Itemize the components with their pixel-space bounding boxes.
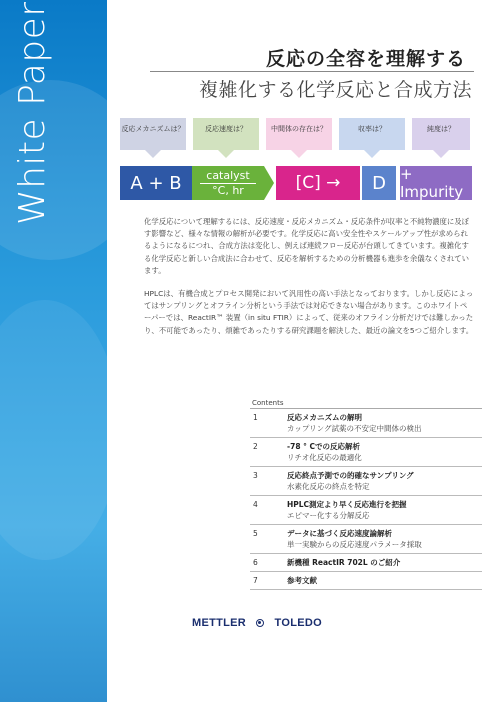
logo-right-text: TOLEDO bbox=[274, 617, 322, 629]
reaction-impurity: + Impurity bbox=[400, 166, 472, 200]
question-intermediate: 中間体の存在は？ bbox=[266, 118, 332, 150]
logo-left-text: METTLER bbox=[192, 617, 247, 629]
reaction-product: D bbox=[362, 166, 396, 200]
toc-item-4[interactable]: 4 HPLC測定より早く反応進行を把握 エピマー化する分解反応 bbox=[250, 496, 482, 525]
reaction-reactants: A + B bbox=[120, 166, 192, 200]
reaction-intermediate: [C] → bbox=[276, 166, 360, 200]
logo-mark-icon bbox=[256, 619, 264, 627]
toc-item-5[interactable]: 5 データに基づく反応速度論解析 単一実験からの反応速度パラメータ採取 bbox=[250, 525, 482, 554]
reaction-catalyst-arrow bbox=[192, 166, 264, 200]
contents-heading: Contents bbox=[252, 399, 284, 407]
toc-item-7[interactable]: 7 参考文献 bbox=[250, 572, 482, 590]
toc-item-1[interactable]: 1 反応メカニズムの解明 カップリング試薬の不安定中間体の検出 bbox=[250, 409, 482, 438]
question-yield: 収率は？ bbox=[339, 118, 405, 150]
toc-item-6[interactable]: 6 新機種 ReactIR 702L のご紹介 bbox=[250, 554, 482, 572]
title-divider bbox=[150, 71, 474, 72]
mettler-toledo-logo bbox=[192, 616, 322, 630]
intro-paragraph-2: HPLCは、有機合成とプロセス開発において汎用性の高い手法となっております。しかし反応によってはサンプリングとオフライン分析という手法では対応できない場合があります。このホワイトペーパーでは、ReactIR™ 装置（in situ FTIR）によって、従来のオフライン分析だけでは難しかったり、不可能であったり、煩雑であったりする研究課題を解決した、最近の論文を5つご紹介します。 bbox=[144, 289, 474, 335]
white-paper-label: White Paper bbox=[12, 1, 53, 225]
question-purity: 純度は？ bbox=[412, 118, 470, 150]
arrow-head-icon bbox=[264, 166, 274, 200]
conditions-label: °C, hr bbox=[212, 183, 244, 197]
catalyst-label: catalyst bbox=[200, 169, 255, 184]
toc-item-2[interactable]: 2 -78 ° Cでの反応解析 リチオ化反応の最適化 bbox=[250, 438, 482, 467]
page-subtitle: 複雑化する化学反応と合成方法 bbox=[198, 79, 472, 101]
page-title: 反応の全容を理解する bbox=[265, 48, 466, 70]
intro-paragraph-1: 化学反応について理解するには、反応速度・反応メカニズム・反応条件が収率と不純物濃度に及ぼす影響など、様々な情報の解析が必要です。化学反応に高い安全性やスケールアップ性が求められるようになるにつれ、合成方法は変化し、例えば連続フロー反応が台頭してきています。複雑化する化学反応と新しい合成法に合わせて、反応を解析するための分析機器も進歩を余儀なくされています。 bbox=[144, 217, 470, 275]
question-rate: 反応速度は？ bbox=[193, 118, 259, 150]
sidebar-banner bbox=[0, 0, 107, 702]
table-of-contents bbox=[250, 408, 482, 590]
toc-item-3[interactable]: 3 反応終点予測での的確なサンプリング 水素化反応の終点を特定 bbox=[250, 467, 482, 496]
question-mechanism: 反応メカニズムは？ bbox=[120, 118, 186, 150]
